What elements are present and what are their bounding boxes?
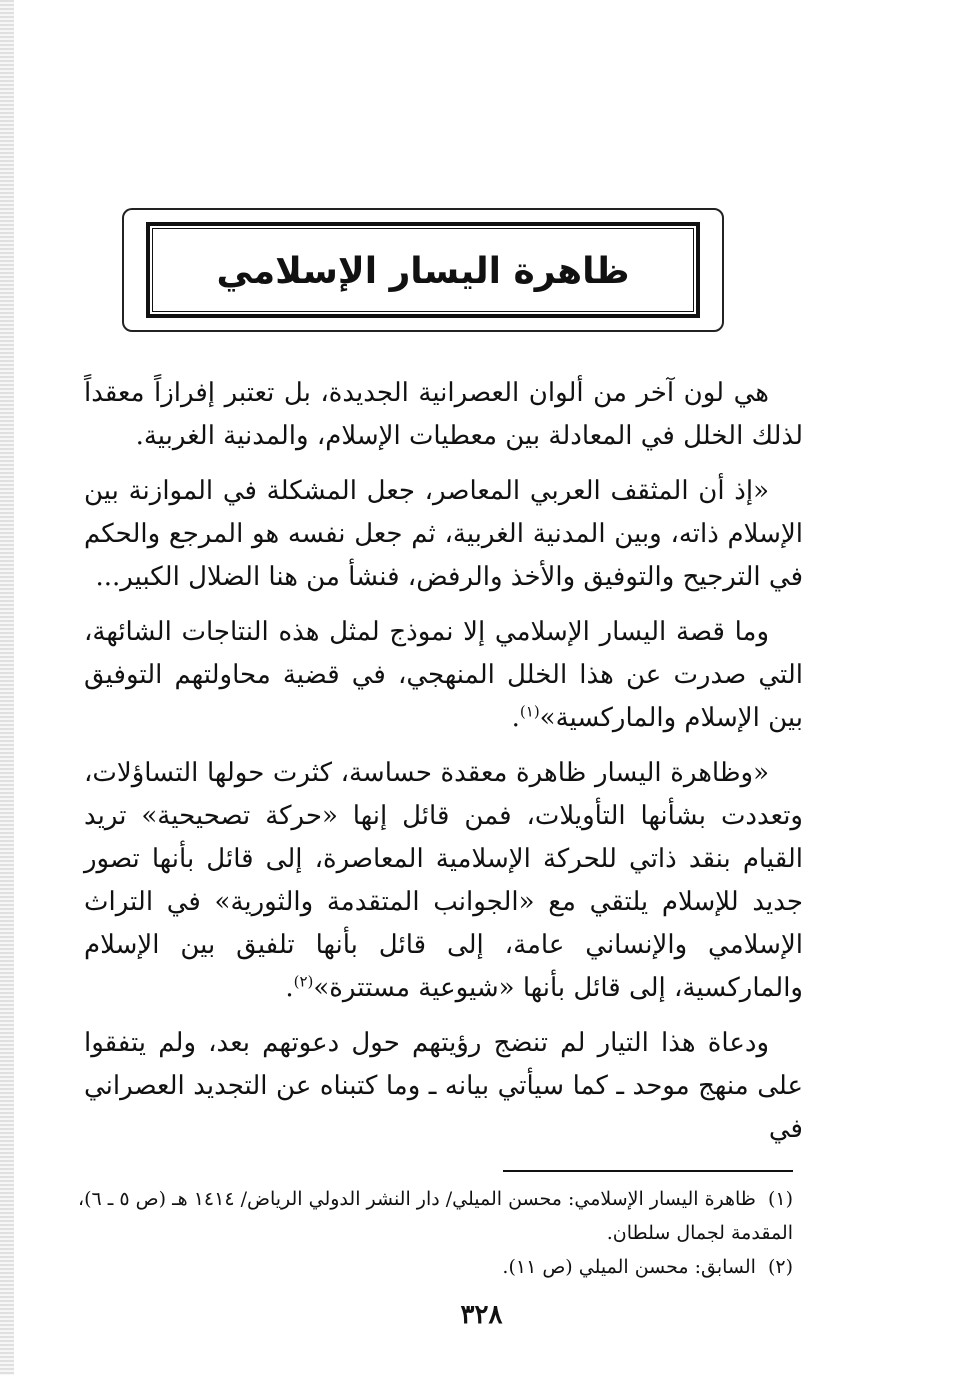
page-title: ظاهرة اليسار الإسلامي	[216, 251, 630, 292]
footnote-text: ظاهرة اليسار الإسلامي: محسن الميلي/ دار النشر الدولي الرياض/ ١٤١٤ هـ (ص ٥ ـ ٦)، المقدمة لجمال سلطان.	[77, 1188, 793, 1244]
paragraph-2: «إذ أن المثقف العربي المعاصر، جعل المشكلة في الموازنة بين الإسلام ذاته، وبين المدنية الغربية، ثم جعل نفسه هو المرجع والحكم في الترجيح والتوفيق والأخذ والرفض، فنشأ من هنا الضلال الكبير...	[84, 476, 803, 592]
footnote-ref-2[interactable]: (٢)	[293, 972, 314, 991]
footnote-number: (٢)	[767, 1256, 793, 1278]
footnote-ref-1[interactable]: (١)	[519, 702, 540, 721]
paragraph-3-text: وما قصة اليسار الإسلامي إلا نموذج لمثل هذه النتاجات الشائهة، التي صدرت عن هذا الخلل المنهجي، في قضية محاولتهم التوفيق بين الإسلام والماركسية»	[84, 617, 803, 733]
paragraph-5: ودعاة هذا التيار لم تنضج رؤيتهم حول دعوتهم بعد، ولم يتفقوا على منهج موحد ـ كما سيأتي بيانه ـ وما كتبناه عن التجديد العصراني في	[84, 1028, 803, 1144]
scan-edge	[0, 0, 14, 1375]
footnote-text: السابق: محسن الميلي (ص ١١).	[502, 1256, 756, 1278]
footnotes	[22, 1182, 793, 1284]
paragraph-3	[84, 611, 803, 740]
paragraph-3-end: .	[511, 703, 520, 733]
footnote-2	[22, 1250, 793, 1284]
title-frame	[122, 208, 724, 332]
footnote-number: (١)	[767, 1188, 793, 1210]
body-text	[84, 372, 803, 1151]
paragraph-4-text: «وظاهرة اليسار ظاهرة معقدة حساسة، كثرت حولها التساؤلات، وتعددت بشأنها التأويلات، فمن قائل إنها «حركة تصحيحية» تريد القيام بنقد ذاتي للحركة الإسلامية المعاصرة، إلى قائل بأنها تصور جديد للإسلام يلتقي مع «الجوانب المتقدمة والثورية» في التراث الإسلامي والإنساني عامة، إلى قائل بأنها تلفيق بين الإسلام والماركسية، إلى قائل بأنها «شيوعية مستترة»	[84, 758, 803, 1003]
paragraph-4-end: .	[285, 973, 294, 1003]
footnote-1	[22, 1182, 793, 1250]
footnote-divider	[503, 1170, 793, 1172]
page-number: ٣٢٨	[460, 1300, 503, 1330]
paragraph-1: هي لون آخر من ألوان العصرانية الجديدة، بل تعتبر إفرازاً معقداً لذلك الخلل في المعادلة بين معطيات الإسلام، والمدنية الغربية.	[84, 378, 803, 451]
paragraph-4	[84, 752, 803, 1010]
